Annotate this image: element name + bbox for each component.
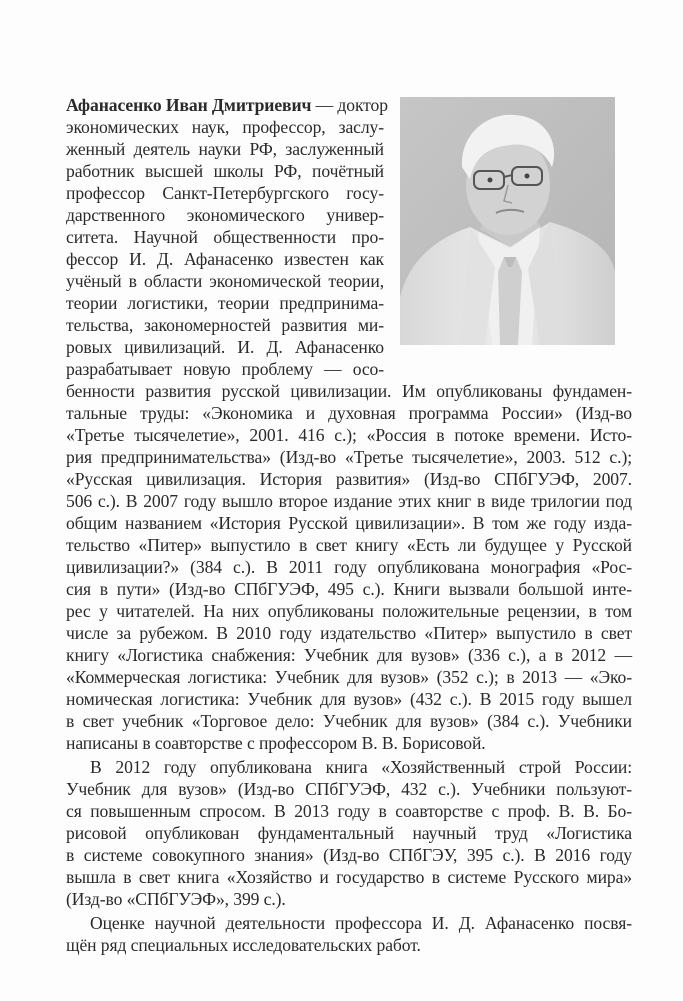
- author-name: Афанасенко Иван Дмитриевич: [66, 95, 312, 115]
- text-line: учёный в области экономической теории,: [66, 271, 384, 291]
- text-line: женный деятель науки РФ, заслуженный: [66, 139, 384, 159]
- text-line: «Русская цивилизация. История развития» (Изд-во СПбГУЭФ, 2007.: [66, 469, 632, 489]
- text-line: работник высшей школы РФ, почётный: [66, 161, 384, 181]
- text-line: тельство «Питер» выпустило в свет книгу «Есть ли будущее у Русской: [66, 535, 632, 555]
- text-line: ситета. Научной общественности про-: [66, 227, 384, 247]
- text-line: вышла в свет книга «Хозяйство и государство в системе Русского мира»: [66, 867, 632, 887]
- text-line: ровых цивилизаций. И. Д. Афанасенко: [66, 337, 384, 357]
- portrait-illustration: [400, 97, 615, 345]
- text-line: разрабатывает новую проблему — осо-: [66, 359, 384, 379]
- text-line: общим названием «История Русской цивилизации». В том же году изда-: [66, 513, 632, 533]
- text-line: щён ряд специальных исследовательских работ.: [66, 935, 421, 955]
- paragraph-start-line: Оценке научной деятельности профессора И. Д. Афанасенко посвя-: [90, 913, 632, 933]
- text-line: номическая логистика: Учебник для вузов» (432 с.). В 2015 году вышел: [66, 689, 632, 709]
- text-line: рес у читателей. На них опубликованы положительные рецензии, в том: [66, 601, 632, 621]
- text-line: в свет учебник «Торговое дело: Учебник для вузов» (384 с.). Учебники: [66, 711, 632, 731]
- text-line: экономических наук, профессор, заслу-: [66, 117, 384, 137]
- text-line: тальные труды: «Экономика и духовная программа России» (Изд-во: [66, 403, 632, 423]
- text-line: цивилизации?» (384 с.). В 2011 году опубликована монография «Рос-: [66, 557, 632, 577]
- text-line: 506 с.). В 2007 году вышло второе издание этих книг в виде трилогии под: [66, 491, 632, 511]
- author-portrait-photo: [400, 97, 615, 345]
- text-line: написаны в соавторстве с профессором В. В. Борисовой.: [66, 733, 486, 753]
- text-line: фессор И. Д. Афанасенко известен как: [66, 249, 384, 269]
- text-line: профессор Санкт-Петербургского госу-: [66, 183, 384, 203]
- text-line: книгу «Логистика снабжения: Учебник для вузов» (336 с.), а в 2012 —: [66, 645, 632, 665]
- text-line: рисовой опубликован фундаментальный научный труд «Логистика: [66, 823, 632, 843]
- text-line: числе за рубежом. В 2010 году издательство «Питер» выпустило в свет: [66, 623, 632, 643]
- text-line: дарственного экономического универ-: [66, 205, 384, 225]
- text-line: рия предпринимательства» (Изд-во «Третье тысячелетие», 2003. 512 с.);: [66, 447, 632, 467]
- text-line: сия в пути» (Изд-во СПбГУЭФ, 495 с.). Книги вызвали большой инте-: [66, 579, 632, 599]
- text-line: «Коммерческая логистика: Учебник для вузов» (352 с.); в 2013 — «Эко-: [66, 667, 632, 687]
- text-line: бенности развития русской цивилизации. Им опубликованы фундамен-: [66, 381, 632, 401]
- text-line: тельства, закономерностей развития ми-: [66, 315, 384, 335]
- text-line: теории логистики, теории предпринима-: [66, 293, 384, 313]
- paragraph-start-line: В 2012 году опубликована книга «Хозяйственный строй России:: [90, 757, 632, 777]
- text-line: в системе совокупного знания» (Изд-во СПбГЭУ, 395 с.). В 2016 году: [66, 845, 632, 865]
- text-line: Афанасенко Иван Дмитриевич — доктор: [66, 95, 388, 115]
- text-line: ся повышенным спросом. В 2013 году в соавторстве с проф. В. В. Бо-: [66, 801, 632, 821]
- text-line: «Третье тысячелетие», 2001. 416 с.); «Россия в потоке времени. Исто-: [66, 425, 632, 445]
- text-line: Учебник для вузов» (Изд-во СПбГУЭФ, 432 с.). Учебники пользуют-: [66, 779, 632, 799]
- text-line: (Изд-во «СПбГУЭФ», 399 с.).: [66, 889, 286, 909]
